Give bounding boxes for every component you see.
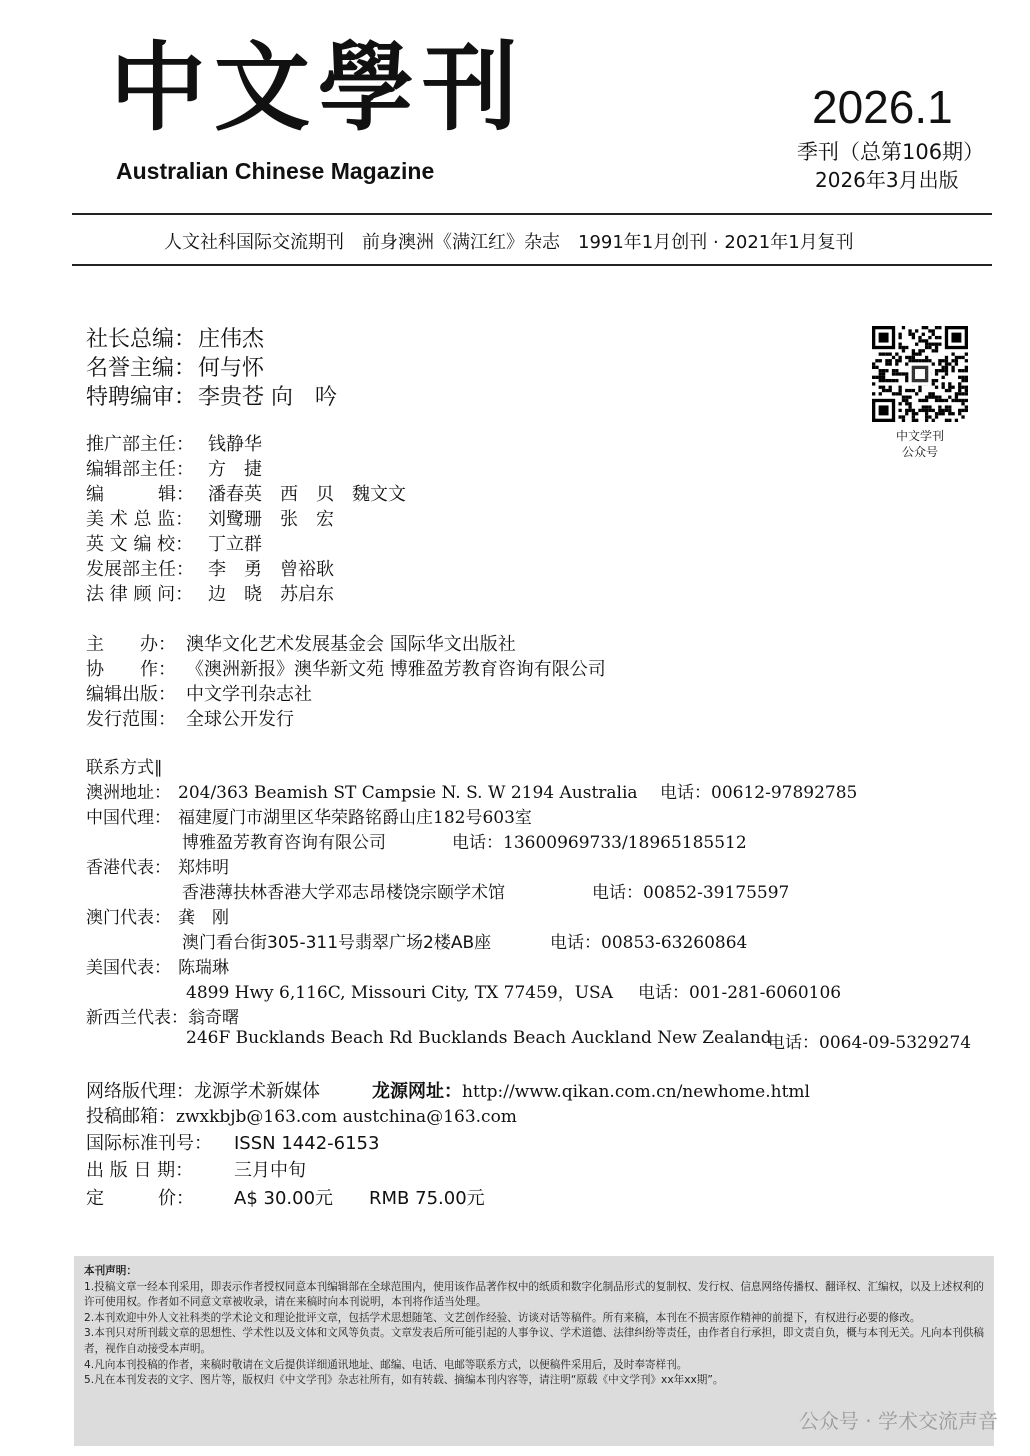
notice-item: 1.投稿文章一经本刊采用，即表示作者授权同意本刊编辑部在全球范围内，使用该作品著作权中的纸质和数字化制品形式的复制权、发行权、信息网络传播权、翻译权、汇编权，以及上述权利的许可使用权。作者如不同意文章被收录，请在来稿时向本刊说明，本刊将作适当处理。 <box>84 1280 984 1309</box>
online-agent-value: 龙源学术新媒体 <box>194 1081 320 1102</box>
phone-label: 电话： <box>452 833 503 853</box>
tagline: 人文社科国际交流期刊 前身澳洲《满江红》杂志 1991年1月创刊 · 2021年1月复刊 <box>164 232 854 253</box>
contact-australia <box>86 778 638 803</box>
contact-phone <box>592 878 789 903</box>
phone-label: 电话： <box>660 783 711 803</box>
publish-date-label: 出 版 日 期： <box>86 1160 194 1181</box>
editor-label: 社长总编： <box>86 327 197 352</box>
staff-label: 编 辑： <box>86 484 194 505</box>
phone-value: 00852-39175597 <box>643 883 790 903</box>
publish-date <box>86 1156 306 1182</box>
publisher-value: 全球公开发行 <box>186 709 294 730</box>
publisher-value: 中文学刊杂志社 <box>186 684 312 705</box>
phone-value: 00612-97892785 <box>711 783 858 803</box>
online-site <box>372 1077 810 1103</box>
staff-row <box>86 430 262 456</box>
notice-item: 4.凡向本刊投稿的作者，来稿时敬请在文后提供详细通讯地址、邮编、电话、电邮等联系方式，以便稿件采用后，及时奉寄样刊。 <box>84 1358 688 1371</box>
phone-value: 0064-09-5329274 <box>819 1033 972 1053</box>
bottom-rule <box>72 264 992 266</box>
contact-label: 美国代表： <box>86 958 171 978</box>
staff-label: 发展部主任： <box>86 559 194 580</box>
contact-address: 香港薄扶林香港大学邓志昂楼饶宗颐学术馆 <box>182 883 505 903</box>
phone-label: 电话： <box>638 983 689 1003</box>
phone-value: 00853-63260864 <box>601 933 748 953</box>
email-value: zwxkbjb@163.com austchina@163.com <box>176 1107 517 1127</box>
phone-value: 13600969733/18965185512 <box>503 833 747 853</box>
contact-phone <box>768 1028 971 1053</box>
staff-value: 潘春英 西 贝 魏文文 <box>208 484 406 505</box>
contact-label: 香港代表： <box>86 858 171 878</box>
staff-row <box>86 580 334 606</box>
contact-hongkong <box>86 853 229 878</box>
publisher-row <box>86 705 294 731</box>
editor-label: 名誉主编： <box>86 356 197 381</box>
editor-value: 庄伟杰 <box>198 327 265 352</box>
contact-heading: 联系方式∥ <box>86 758 163 778</box>
contact-name: 翁奇曙 <box>188 1008 239 1028</box>
submission-email <box>86 1102 517 1128</box>
issn-label: 国际标准刊号： <box>86 1133 212 1154</box>
qr-code <box>872 326 968 422</box>
contact-address: 福建厦门市湖里区华荣路铭爵山庄182号603室 <box>178 808 532 828</box>
contact-phone <box>638 978 841 1003</box>
contact-china-company: 博雅盈芳教育咨询有限公司 <box>182 833 386 853</box>
staff-row <box>86 455 262 481</box>
publisher-row <box>86 630 516 656</box>
phone-label: 电话： <box>768 1033 819 1053</box>
editor-value: 李贵苍 向 吟 <box>198 385 338 410</box>
publisher-row <box>86 655 606 681</box>
notice-item: 2.本刊欢迎中外人文社科类的学术论文和理论批评文章，包括学术思想随笔、文艺创作经验、访谈对话等稿件。所有来稿，本刊在不损害原作精神的前提下，有权进行必要的修改。 <box>84 1311 921 1324</box>
online-agent-label: 网络版代理： <box>86 1081 194 1102</box>
issn <box>86 1129 379 1155</box>
publish-date-value: 三月中旬 <box>234 1160 306 1181</box>
phone-label: 电话： <box>592 883 643 903</box>
special-reviewer <box>86 380 337 411</box>
staff-label: 法 律 顾 问： <box>86 584 194 605</box>
contact-macau <box>86 903 229 928</box>
price-label: 定 价： <box>86 1188 194 1209</box>
price-value: A$ 30.00元 RMB 75.00元 <box>234 1188 485 1209</box>
contact-label: 澳洲地址： <box>86 783 171 803</box>
online-site-label: 龙源网址： <box>372 1081 462 1102</box>
staff-value: 方 捷 <box>208 459 262 480</box>
contact-name: 郑炜明 <box>178 858 229 878</box>
contact-newzealand <box>86 1003 239 1028</box>
staff-value: 刘鹭珊 张 宏 <box>208 509 334 530</box>
issn-value: ISSN 1442-6153 <box>234 1133 380 1154</box>
publisher-value: 澳华文化艺术发展基金会 国际华文出版社 <box>186 634 516 655</box>
staff-value: 李 勇 曾裕耿 <box>208 559 334 580</box>
staff-value: 边 晓 苏启东 <box>208 584 334 605</box>
email-label: 投稿邮箱： <box>86 1106 176 1127</box>
editor-in-chief <box>86 322 264 353</box>
qr-caption-line1: 中文学刊 <box>895 429 944 443</box>
price <box>86 1184 485 1210</box>
contact-name: 陈瑞琳 <box>178 958 229 978</box>
staff-value: 钱静华 <box>208 434 262 455</box>
notice-item: 3.本刊只对所刊载文章的思想性、学术性以及文体和文风等负责。文章发表后所可能引起的人事争议、学术道德、法律纠纷等责任，由作者自行承担，即文责自负，概与本刊无关。凡向本刊供稿者，视作自动接受本声明。 <box>84 1327 984 1355</box>
phone-value: 001-281-6060106 <box>689 983 842 1003</box>
editor-value: 何与怀 <box>198 356 265 381</box>
masthead-title: 中文學刊 <box>110 31 526 144</box>
publisher-row <box>86 680 312 706</box>
staff-label: 推广部主任： <box>86 434 194 455</box>
contact-address: 204/363 Beamish ST Campsie N. S. W 2194 Australia <box>178 783 638 803</box>
contact-phone <box>660 778 857 803</box>
publisher-label: 主 办： <box>86 634 176 655</box>
editor-label: 特聘编审： <box>86 385 197 410</box>
contact-address: 4899 Hwy 6,116C, Missouri City, TX 77459，USA <box>186 983 613 1003</box>
staff-row <box>86 530 262 556</box>
contact-label: 新西兰代表： <box>86 1008 188 1028</box>
publisher-value: 《澳洲新报》澳华新文苑 博雅盈芳教育咨询有限公司 <box>186 659 606 680</box>
publisher-label: 协 作： <box>86 659 176 680</box>
contact-phone <box>550 928 747 953</box>
notice-item: 5.凡在本刊发表的文字、图片等，版权归《中文学刊》杂志社所有，如有转载、摘编本刊内容等，请注明“原载《中文学刊》xx年xx期”。 <box>84 1374 724 1387</box>
notice-title: 本刊声明： <box>84 1265 137 1277</box>
staff-value: 丁立群 <box>208 534 262 555</box>
online-site-url: http://www.qikan.com.cn/newhome.html <box>462 1082 810 1102</box>
staff-row <box>86 480 406 506</box>
contact-label: 澳门代表： <box>86 908 171 928</box>
qr-caption <box>870 428 970 460</box>
online-agent <box>86 1077 320 1103</box>
publisher-label: 编辑出版： <box>86 684 176 705</box>
phone-label: 电话： <box>550 933 601 953</box>
contact-name: 龚 刚 <box>178 908 229 928</box>
contact-address: 澳门看台街305-311号翡翠广场2楼AB座 <box>182 933 492 953</box>
contact-address: 246F Bucklands Beach Rd Bucklands Beach Auckland New Zealand <box>186 1028 772 1048</box>
contact-usa <box>86 953 229 978</box>
staff-row <box>86 505 334 531</box>
contact-phone <box>452 828 747 853</box>
contact-china <box>86 803 532 828</box>
qr-caption-line2: 公众号 <box>901 445 938 459</box>
honorary-editor <box>86 351 264 382</box>
masthead-subtitle-en: Australian Chinese Magazine <box>116 158 435 184</box>
issue-number: 2026.1 <box>812 81 953 133</box>
contact-label: 中国代理： <box>86 808 171 828</box>
issue-quarterly: 季刊（总第106期） <box>797 140 985 164</box>
top-rule <box>72 213 992 215</box>
staff-label: 英 文 编 校： <box>86 534 194 555</box>
staff-label: 编辑部主任： <box>86 459 194 480</box>
staff-label: 美 术 总 监： <box>86 509 194 530</box>
publisher-label: 发行范围： <box>86 709 176 730</box>
watermark: 公众号 · 学术交流声音 <box>798 1409 998 1433</box>
staff-row <box>86 555 334 581</box>
issue-date: 2026年3月出版 <box>815 168 959 192</box>
